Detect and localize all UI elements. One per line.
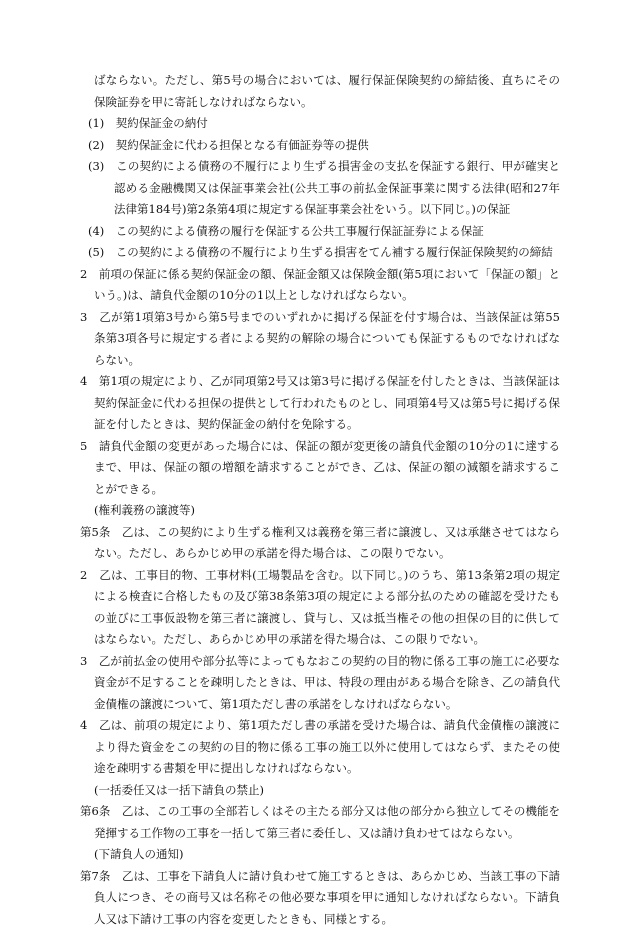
paragraph-4: 4 第1項の規定により、乙が同項第2号又は第3号に掲げる保証を付したときは、当該保証は契約保証金に代わる担保の提供として行われたものとし、同項第4号又は第5号に掲げる保証を付したときは、契約保証金の納付を免除する。: [80, 371, 560, 436]
document-body: [80, 70, 560, 930]
article-5-paragraph-3: 3 乙が前払金の使用や部分払等によってもなおこの契約の目的物に係る工事の施工に必要な資金が不足することを疎明したときは、甲は、特段の理由がある場合を除き、乙の請負代金債権の譲渡について、第1項ただし書の承諾をしなければならない。: [80, 651, 560, 716]
list-item-3: (3) この契約による債務の不履行により生ずる損害金の支払を保証する銀行、甲が確実と認める金融機関又は保証事業会社(公共工事の前払金保証事業に関する法律(昭和27年法律第184号)第2条第4項に規定する保証事業会社をいう。以下同じ。)の保証: [80, 156, 560, 221]
continued-paragraph: ばならない。ただし、第5号の場合においては、履行保証保険契約の締結後、直ちにその保険証券を甲に寄託しなければならない。: [80, 70, 560, 113]
article-7: 第7条 乙は、工事を下請負人に請け負わせて施工するときは、あらかじめ、当該工事の下請負人につき、その商号又は名称その他必要な事項を甲に通知しなければならない。下請負人又は下請け工事の内容を変更したときも、同様とする。: [80, 866, 560, 930]
paragraph-3: 3 乙が第1項第3号から第5号までのいずれかに掲げる保証を付す場合は、当該保証は第55条第3項各号に規定する者による契約の解除の場合についても保証するものでなければならない。: [80, 307, 560, 372]
article-5-paragraph-2: 2 乙は、工事目的物、工事材料(工場製品を含む。以下同じ。)のうち、第13条第2項の規定による検査に合格したもの及び第38条第3項の規定による部分払のための確認を受けたもの並びに工事仮設物を第三者に譲渡し、貸与し、又は抵当権その他の担保の目的に供してはならない。ただし、あらかじめ甲の承諾を得た場合は、この限りでない。: [80, 565, 560, 651]
section-heading: (権利義務の譲渡等): [80, 500, 560, 522]
article-6: 第6条 乙は、この工事の全部若しくはその主たる部分又は他の部分から独立してその機能を発揮する工作物の工事を一括して第三者に委任し、又は請け負わせてはならない。: [80, 801, 560, 844]
list-item-4: (4) この契約による債務の履行を保証する公共工事履行保証証券による保証: [80, 221, 560, 243]
article-5: 第5条 乙は、この契約により生ずる権利又は義務を第三者に譲渡し、又は承継させてはならない。ただし、あらかじめ甲の承諾を得た場合は、この限りでない。: [80, 522, 560, 565]
list-item-1: (1) 契約保証金の納付: [80, 113, 560, 135]
list-item-2: (2) 契約保証金に代わる担保となる有価証券等の提供: [80, 135, 560, 157]
paragraph-2: 2 前項の保証に係る契約保証金の額、保証金額又は保険金額(第5項において「保証の額」という。)は、請負代金額の10分の1以上としなければならない。: [80, 264, 560, 307]
list-item-5: (5) この契約による債務の不履行により生ずる損害をてん補する履行保証保険契約の締結: [80, 242, 560, 264]
article-5-paragraph-4: 4 乙は、前項の規定により、第1項ただし書の承諾を受けた場合は、請負代金債権の譲渡により得た資金をこの契約の目的物に係る工事の施工以外に使用してはならず、またその使途を疎明する書類を甲に提出しなければならない。: [80, 715, 560, 780]
paragraph-5: 5 請負代金額の変更があった場合には、保証の額が変更後の請負代金額の10分の1に達するまで、甲は、保証の額の増額を請求することができ、乙は、保証の額の減額を請求することができる。: [80, 436, 560, 501]
section-heading: (下請負人の通知): [80, 844, 560, 866]
section-heading: (一括委任又は一括下請負の禁止): [80, 780, 560, 802]
